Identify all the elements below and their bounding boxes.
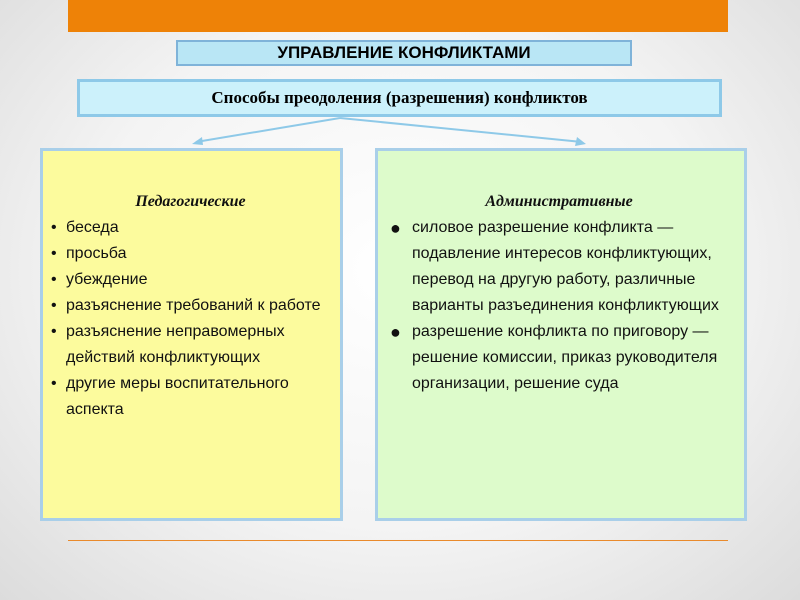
right-branch-arrow: [340, 118, 582, 142]
left-branch-arrow: [196, 118, 340, 142]
list-item-text: силовое разрешение конфликта — подавление интересов конфликтующих, перевод на другую работу, различные варианты разъединения конфликтующих: [412, 219, 719, 314]
pedagogical-panel: [40, 148, 343, 521]
administrative-panel: [375, 148, 747, 521]
list-item: [49, 267, 332, 293]
bullet-icon: •: [51, 297, 57, 314]
bullet-icon: •: [51, 219, 57, 236]
bullet-icon: •: [51, 375, 57, 392]
list-item: [49, 241, 332, 267]
subtitle-box: Способы преодоления (разрешения) конфликтов: [77, 79, 722, 117]
list-item-text: разрешение конфликта по приговору — решение комиссии, приказ руководителя организации, решение суда: [412, 323, 718, 392]
bottom-divider: [68, 540, 728, 541]
bullet-icon: •: [51, 245, 57, 262]
list-item: [384, 319, 734, 397]
administrative-heading: Административные: [485, 193, 633, 210]
page-title: УПРАВЛЕНИЕ КОНФЛИКТАМИ: [176, 40, 632, 66]
bullet-icon: ●: [390, 322, 401, 342]
list-item: [49, 371, 332, 423]
list-item-text: просьба: [66, 245, 127, 262]
list-item: [384, 215, 734, 319]
list-item-text: разъяснение требований к работе: [66, 297, 321, 314]
list-item-text: другие меры воспитательного аспекта: [66, 375, 289, 418]
pedagogical-heading: Педагогические: [135, 193, 246, 210]
pedagogical-list: [49, 215, 332, 423]
list-item: [49, 319, 332, 371]
bullet-icon: ●: [390, 218, 401, 238]
left-arrow-head: [192, 137, 203, 145]
list-item: [49, 293, 332, 319]
list-item-text: разъяснение неправомерных действий конфликтующих: [66, 323, 285, 366]
branch-arrows: [0, 0, 800, 150]
list-item-text: беседа: [66, 219, 119, 236]
bullet-icon: •: [51, 323, 57, 340]
list-item: [49, 215, 332, 241]
bullet-icon: •: [51, 271, 57, 288]
list-item-text: убеждение: [66, 271, 148, 288]
administrative-list: [384, 215, 734, 397]
right-arrow-head: [575, 137, 586, 146]
